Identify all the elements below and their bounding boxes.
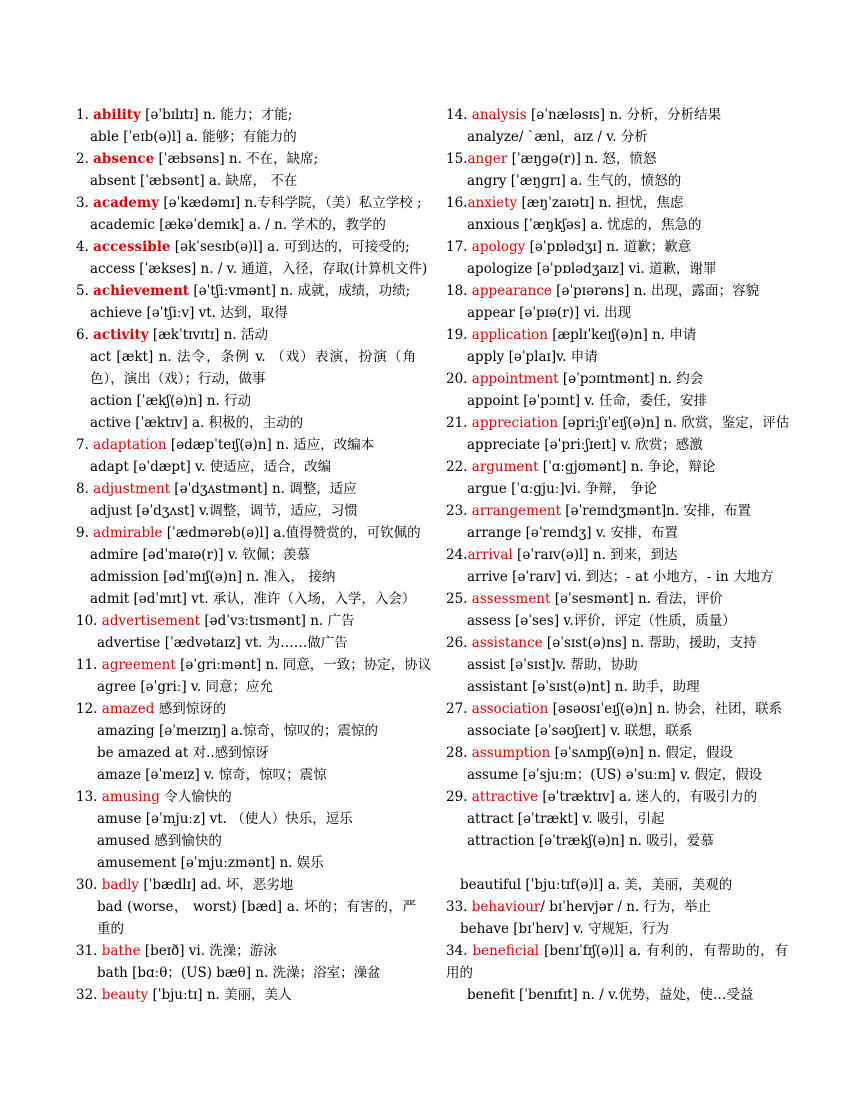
- entry-headword-line: [76, 148, 416, 170]
- entry-derivative-line: [76, 302, 416, 324]
- entry-number: 21.: [446, 415, 472, 431]
- definition-text: / bɪˈheɪvjər / n. 行为，举止: [540, 899, 712, 915]
- definition-text: appear [əˈpɪə(r)] vi. 出现: [467, 305, 632, 321]
- entry-number: 23.: [446, 503, 472, 519]
- entry-number: 24.: [446, 547, 468, 563]
- entry-headword-line: [446, 698, 788, 720]
- entry-derivative-line: [446, 258, 788, 280]
- definition-text: assistant [əˈsɪst(ə)nt] n. 助手，助理: [467, 679, 700, 695]
- headword: assistance: [471, 635, 543, 651]
- headword: academy: [93, 195, 160, 211]
- entry-number: 14.: [446, 107, 472, 123]
- definition-text: admit [ədˈmɪt] vt. 承认，准许（入场，入学，入会）: [90, 591, 416, 607]
- entry-number: 32.: [76, 987, 102, 1003]
- entry-derivative-line: [76, 676, 416, 698]
- headword: appreciation: [471, 415, 559, 431]
- entry-headword-line: [446, 324, 788, 346]
- entry-number: 33.: [446, 899, 472, 915]
- entry-headword-line: [446, 236, 788, 258]
- definition-text: [əˈreɪndʒmənt]n. 安排，布置: [561, 503, 751, 519]
- definition-text: bath [bɑːθ；(US) bæθ] n. 洗澡；浴室；澡盆: [97, 965, 381, 981]
- headword: appointment: [471, 371, 559, 387]
- entry-headword-line: [446, 104, 788, 126]
- entry-derivative-line: [76, 808, 416, 830]
- entry-number: 12.: [76, 701, 102, 717]
- definition-text: beautiful [ˈbjuːtɪf(ə)l] a. 美，美丽，美观的: [460, 877, 733, 893]
- entry-number: 25.: [446, 591, 472, 607]
- entry-number: 22.: [446, 459, 472, 475]
- definition-text: [æplɪˈkeɪʃ(ə)n] n. 申请: [547, 327, 697, 343]
- entry-headword-line: [76, 280, 416, 302]
- entry-derivative-line: [76, 720, 416, 742]
- entry-number: 7.: [76, 437, 94, 453]
- entry-headword-line: [446, 786, 788, 808]
- headword: argument: [471, 459, 539, 475]
- definition-text: amazing [əˈmeɪzɪŋ] a.惊奇，惊叹的；震惊的: [97, 723, 379, 739]
- entry-headword-line: [76, 654, 432, 676]
- definition-text: benefit [ˈbenɪfɪt] n. / v.优势，益处，使…受益: [467, 987, 754, 1003]
- entry-number: 5.: [76, 283, 94, 299]
- headword: anger: [467, 151, 508, 167]
- entry-derivative-line: [446, 874, 788, 896]
- definition-text: [əˈkædəmɪ] n.专科学院，（美）私立学校 ;: [159, 195, 422, 211]
- entry-number: 31.: [76, 943, 102, 959]
- entry-headword-line: [446, 544, 788, 566]
- definition-text: amused 感到愉快的: [97, 833, 222, 849]
- headword: advertisement: [101, 613, 201, 629]
- definition-text: active [ˈæktɪv] a. 积极的，主动的: [90, 415, 304, 431]
- entry-headword-line: [446, 940, 788, 984]
- headword: amazed: [101, 701, 155, 717]
- entry-derivative-line: [446, 478, 788, 500]
- headword: bathe: [101, 943, 141, 959]
- entry-headword-line: [446, 368, 788, 390]
- definition-text: [əˈbɪlɪtɪ] n. 能力；才能;: [140, 107, 293, 123]
- definition-text: assume [əˈsjuːm；(US) əˈsuːm] v. 假定，假设: [467, 767, 763, 783]
- headword: adaptation: [93, 437, 167, 453]
- entry-derivative-line: [76, 544, 416, 566]
- headword: beneficial: [472, 943, 540, 959]
- entry-derivative-line: [76, 742, 416, 764]
- headword: agreement: [101, 657, 176, 673]
- entry-derivative-line: [76, 456, 416, 478]
- entry-derivative-line: [76, 764, 416, 786]
- definition-text: associate [əˈsəʊʃɪeɪt] v. 联想，联系: [467, 723, 693, 739]
- left-column: [76, 104, 432, 1006]
- definition-text: apply [əˈplaɪ]v. 申请: [467, 349, 598, 365]
- definition-text: angry [ˈæŋgrɪ] a. 生气的，愤怒的: [467, 173, 682, 189]
- definition-text: analyze/ `ænl，aɪz / v. 分析: [467, 129, 648, 145]
- definition-text: adapt [əˈdæpt] v. 使适应，适合，改编: [90, 459, 332, 475]
- entry-number: 19.: [446, 327, 472, 343]
- entry-number: 34.: [446, 943, 473, 959]
- definition-text: [æŋˈzaɪətɪ] n. 担忧，焦虑: [517, 195, 684, 211]
- headword: application: [471, 327, 548, 343]
- definition-text: [əˈpɒlədʒɪ] n. 道歉；歉意: [525, 239, 692, 255]
- definition-text: [əˈsʌmpʃ(ə)n] n. 假定，假设: [550, 745, 733, 761]
- entry-headword-line: [446, 742, 788, 764]
- definition-text: [əˈgriːmənt] n. 同意，一致；协定，协议: [175, 657, 432, 673]
- entry-derivative-line: [446, 170, 788, 192]
- entry-headword-line: [76, 192, 422, 214]
- definition-text: [əpriːʃɪˈeɪʃ(ə)n] n. 欣赏，鉴定，评估: [558, 415, 790, 431]
- entry-derivative-line: [446, 610, 788, 632]
- headword: adjustment: [93, 481, 171, 497]
- entry-number: 15.: [446, 151, 468, 167]
- entry-derivative-line: [446, 720, 788, 742]
- definition-text: admission [ədˈmɪʃ(ə)n] n. 准入， 接纳: [90, 569, 336, 585]
- definition-text: amuse [əˈmjuːz] vt. （使人）快乐，逗乐: [97, 811, 353, 827]
- definition-text: 令人愉快的: [159, 789, 232, 805]
- entry-number: 10.: [76, 613, 102, 629]
- entry-derivative-line: [76, 852, 416, 874]
- definition-text: able [ˈeɪb(ə)l] a. 能够；有能力的: [90, 129, 297, 145]
- definition-text: action [ˈækʃ(ə)n] n. 行动: [90, 393, 252, 409]
- entry-headword-line: [446, 588, 788, 610]
- entry-derivative-line: [446, 434, 788, 456]
- definition-text: agree [əˈgriː] v. 同意；应允: [97, 679, 274, 695]
- definition-text: anxious [ˈæŋkʃəs] a. 忧虑的，焦急的: [467, 217, 702, 233]
- entry-derivative-line: [446, 522, 788, 544]
- entry-headword-line: [446, 148, 788, 170]
- entry-derivative-line: [76, 632, 416, 654]
- definition-text: [əˈsesmənt] n. 看法，评价: [550, 591, 723, 607]
- definition-text: [ˈbædlɪ] ad. 坏，恶劣地: [139, 877, 294, 893]
- entry-derivative-line: [76, 170, 416, 192]
- definition-text: [əˈtʃiːvmənt] n. 成就，成绩，功绩;: [189, 283, 411, 299]
- definition-text: [ədæpˈteɪʃ(ə)n] n. 适应，改编本: [166, 437, 375, 453]
- headword: absence: [93, 151, 155, 167]
- headword: activity: [93, 327, 149, 343]
- definition-text: [ˈæŋgə(r)] n. 怒，愤怒: [507, 151, 657, 167]
- entry-number: 3.: [76, 195, 94, 211]
- entry-headword-line: [446, 632, 788, 654]
- entry-number: 2.: [76, 151, 94, 167]
- definition-text: admire [ədˈmaɪə(r)] v. 钦佩；羡慕: [90, 547, 310, 563]
- entry-headword-line: [76, 940, 416, 962]
- entry-derivative-line: [76, 588, 416, 610]
- entry-number: 18.: [446, 283, 472, 299]
- headword: attractive: [471, 789, 539, 805]
- entry-derivative-line: [76, 962, 416, 984]
- definition-text: 感到惊讶的: [154, 701, 227, 717]
- definition-text: access [ˈækses] n. / v. 通道，入径，存取(计算机文件): [90, 261, 428, 277]
- definition-text: [ˈædmərəb(ə)l] a.值得赞赏的，可钦佩的: [162, 525, 421, 541]
- entry-number: 11.: [76, 657, 102, 673]
- definition-text: arrive [əˈraɪv] vi. 到达；- at 小地方，- in 大地方: [467, 569, 774, 585]
- headword: achievement: [93, 283, 190, 299]
- entry-number: 17.: [446, 239, 472, 255]
- definition-text: [ækˈtɪvɪtɪ] n. 活动: [148, 327, 268, 343]
- entry-derivative-line: [76, 214, 416, 236]
- entry-derivative-line: [446, 918, 788, 940]
- headword: arrival: [467, 547, 513, 563]
- headword: amusing: [101, 789, 160, 805]
- definition-text: attract [əˈtrækt] v. 吸引，引起: [467, 811, 665, 827]
- headword: analysis: [471, 107, 527, 123]
- entry-derivative-line: [76, 258, 428, 280]
- headword: appearance: [471, 283, 552, 299]
- definition-text: appoint [əˈpɔɪnt] v. 任命，委任，安排: [467, 393, 707, 409]
- definition-text: [əsəʊsɪˈeɪʃ(ə)n] n. 协会，社团，联系: [548, 701, 783, 717]
- entry-headword-line: [446, 412, 788, 434]
- entry-number: 13.: [76, 789, 102, 805]
- entry-derivative-line: [446, 302, 788, 324]
- definition-text: attraction [əˈtrækʃ(ə)n] n. 吸引，爱慕: [467, 833, 714, 849]
- entry-number: 4.: [76, 239, 94, 255]
- entry-derivative-line: [446, 126, 788, 148]
- definition-text: [benɪˈfɪʃ(ə)l] a. 有利的，有帮助的，有用的: [446, 943, 789, 981]
- definition-text: apologize [əˈpɒlədʒaɪz] vi. 道歉，谢罪: [467, 261, 717, 277]
- definition-text: [əˈpɪərəns] n. 出现，露面；容貌: [551, 283, 759, 299]
- definition-text: amaze [əˈmeɪz] v. 惊奇，惊叹；震惊: [97, 767, 327, 783]
- entry-number: 9.: [76, 525, 94, 541]
- entry-headword-line: [446, 896, 788, 918]
- entry-derivative-line: [446, 214, 788, 236]
- definition-text: advertise [ˈædvətaɪz] vt. 为……做广告: [97, 635, 348, 651]
- entry-derivative-line: [76, 830, 416, 852]
- entry-headword-line: [76, 236, 416, 258]
- definition-text: act [ækt] n. 法令，条例 v. （戏）表演，扮演（角色），演出（戏）；行动，做事: [90, 349, 416, 387]
- headword: arrangement: [471, 503, 562, 519]
- entry-headword-line: [76, 478, 416, 500]
- headword: apology: [471, 239, 526, 255]
- entry-derivative-line: [76, 390, 416, 412]
- headword: ability: [93, 107, 141, 123]
- entry-derivative-line: [76, 412, 416, 434]
- headword: assessment: [471, 591, 551, 607]
- entry-derivative-line: [446, 808, 788, 830]
- definition-text: assist [əˈsɪst]v. 帮助，协助: [467, 657, 638, 673]
- entry-number: 27.: [446, 701, 472, 717]
- entry-number: 29.: [446, 789, 472, 805]
- blank-line: [446, 852, 788, 874]
- entry-number: 16.: [446, 195, 468, 211]
- definition-text: academic [ækəˈdemɪk] a. / n. 学术的，教学的: [90, 217, 386, 233]
- entry-headword-line: [446, 280, 788, 302]
- entry-number: 20.: [446, 371, 472, 387]
- headword: badly: [101, 877, 140, 893]
- entry-derivative-line: [446, 764, 788, 786]
- entry-derivative-line: [446, 984, 788, 1006]
- entry-headword-line: [76, 522, 421, 544]
- entry-headword-line: [446, 500, 788, 522]
- definition-text: appreciate [əˈpriːʃɪeɪt] v. 欣赏；感激: [467, 437, 703, 453]
- definition-text: [ˈbjuːtɪ] n. 美丽，美人: [148, 987, 292, 1003]
- headword: assumption: [471, 745, 551, 761]
- entry-headword-line: [446, 456, 788, 478]
- definition-text: [əˈsɪst(ə)ns] n. 帮助，援助，支持: [542, 635, 757, 651]
- entry-headword-line: [76, 984, 416, 1006]
- definition-text: [ədˈvɜːtɪsmənt] n. 广告: [200, 613, 355, 629]
- definition-text: bad (worse， worst) [bæd] a. 坏的；有害的，严重的: [97, 899, 416, 937]
- entry-headword-line: [76, 324, 416, 346]
- entry-headword-line: [76, 786, 416, 808]
- entry-derivative-line: [446, 830, 788, 852]
- headword: anxiety: [467, 195, 518, 211]
- headword: behaviour: [471, 899, 541, 915]
- definition-text: [əkˈsesɪb(ə)l] a. 可到达的，可接受的;: [170, 239, 410, 255]
- entry-number: 30.: [76, 877, 102, 893]
- entry-number: 8.: [76, 481, 94, 497]
- definition-text: [əˈraɪv(ə)l] n. 到来，到达: [512, 547, 678, 563]
- definition-text: [əˈdʒʌstmənt] n. 调整，适应: [170, 481, 357, 497]
- definition-text: absent [ˈæbsənt] a. 缺席， 不在: [90, 173, 298, 189]
- definition-text: argue [ˈɑːgjuː]vi. 争辩， 争论: [467, 481, 657, 497]
- entry-number: 6.: [76, 327, 94, 343]
- definition-text: [ˈɑːgjʊmənt] n. 争论，辩论: [538, 459, 716, 475]
- definition-text: behave [bɪˈheɪv] v. 守规矩，行为: [460, 921, 670, 937]
- entry-headword-line: [76, 104, 416, 126]
- entry-derivative-line: [76, 566, 416, 588]
- entry-derivative-line: [446, 676, 788, 698]
- entry-derivative-line: [76, 896, 416, 940]
- entry-derivative-line: [446, 566, 788, 588]
- definition-text: [əˈtræktɪv] a. 迷人的，有吸引力的: [538, 789, 758, 805]
- definition-text: be amazed at 对..感到惊讶: [97, 745, 269, 761]
- definition-text: achieve [əˈtʃiːv] vt. 达到，取得: [90, 305, 288, 321]
- entry-headword-line: [76, 434, 416, 456]
- definition-text: assess [əˈses] v.评价，评定（性质，质量）: [467, 613, 736, 629]
- headword: beauty: [101, 987, 149, 1003]
- entry-derivative-line: [446, 390, 788, 412]
- entry-headword-line: [446, 192, 788, 214]
- entry-derivative-line: [446, 654, 788, 676]
- headword: accessible: [93, 239, 171, 255]
- entry-derivative-line: [446, 346, 788, 368]
- entry-derivative-line: [76, 346, 416, 390]
- right-column: [446, 104, 788, 1006]
- entry-number: 26.: [446, 635, 472, 651]
- entry-number: 1.: [76, 107, 94, 123]
- definition-text: adjust [əˈdʒʌst] v.调整，调节，适应，习惯: [90, 503, 358, 519]
- entry-derivative-line: [76, 500, 416, 522]
- definition-text: [beɪð] vi. 洗澡；游泳: [140, 943, 277, 959]
- entry-number: 28.: [446, 745, 472, 761]
- definition-text: [ˈæbsəns] n. 不在，缺席;: [154, 151, 319, 167]
- definition-text: [əˈnæləsɪs] n. 分析，分析结果: [526, 107, 722, 123]
- headword: association: [471, 701, 549, 717]
- entry-headword-line: [76, 698, 416, 720]
- entry-headword-line: [76, 874, 416, 896]
- headword: admirable: [93, 525, 163, 541]
- definition-text: amusement [əˈmjuːzmənt] n. 娱乐: [97, 855, 324, 871]
- entry-derivative-line: [76, 126, 416, 148]
- definition-text: arrange [əˈreɪndʒ] v. 安排，布置: [467, 525, 678, 541]
- entry-headword-line: [76, 610, 416, 632]
- definition-text: [əˈpɔɪntmənt] n. 约会: [558, 371, 704, 387]
